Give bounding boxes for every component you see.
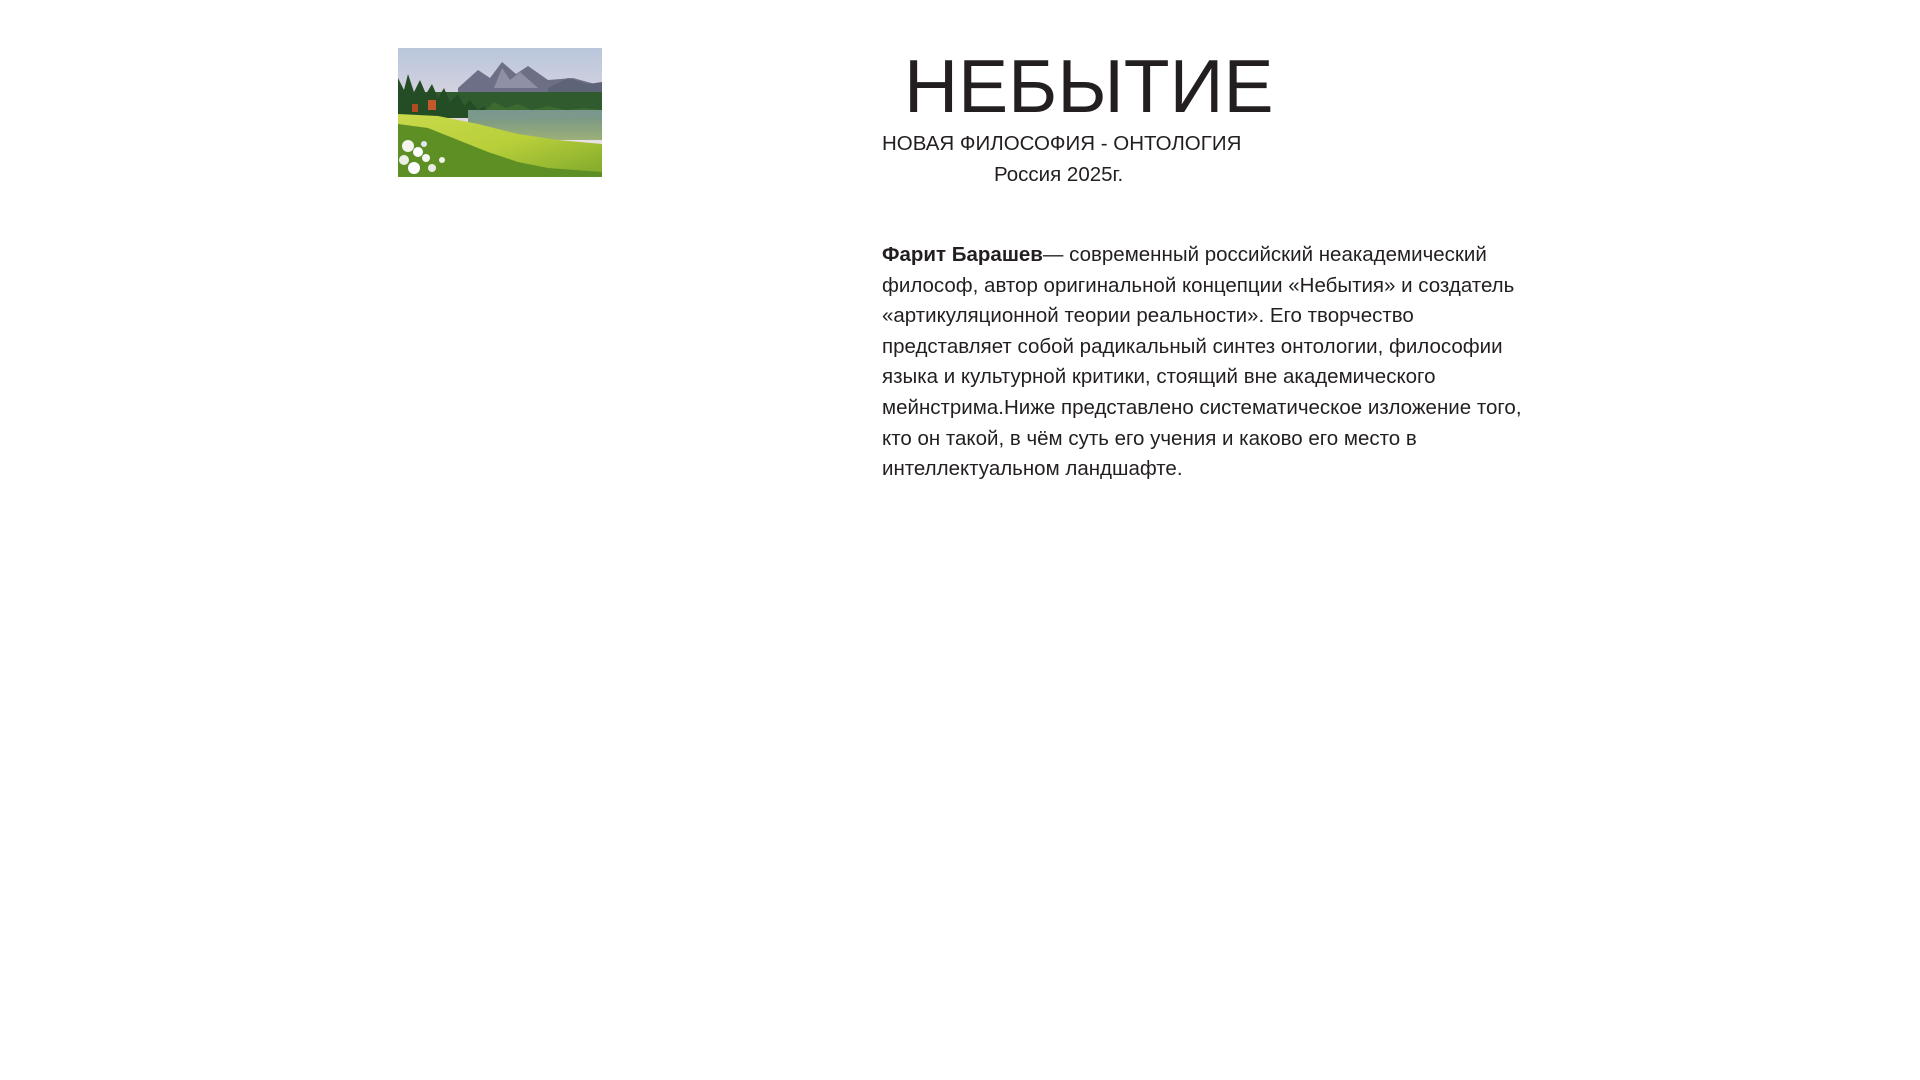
page-subtitle: НОВАЯ ФИЛОСОФИЯ - ОНТОЛОГИЯ	[882, 132, 1242, 155]
intro-paragraph	[882, 240, 1542, 485]
intro-text: — современный российский неакадемический философ, автор оригинальной концепции «Небытия» и создатель «артикуляционной теории реальности». Его творчество представляет собой радикальный синтез онтологии, философии языка и культурной критики, стоящий вне академического мейнстрима.Ниже представлено систематическое изложение того, кто он такой, в чём суть его учения и каково его место в интеллектуальном ландшафте.	[882, 243, 1522, 481]
page-title: НЕБЫТИЕ	[904, 44, 1274, 128]
author-name: Фарит Барашев	[882, 243, 1043, 266]
place-year: Россия 2025г.	[994, 163, 1124, 186]
landscape-image	[398, 48, 602, 177]
